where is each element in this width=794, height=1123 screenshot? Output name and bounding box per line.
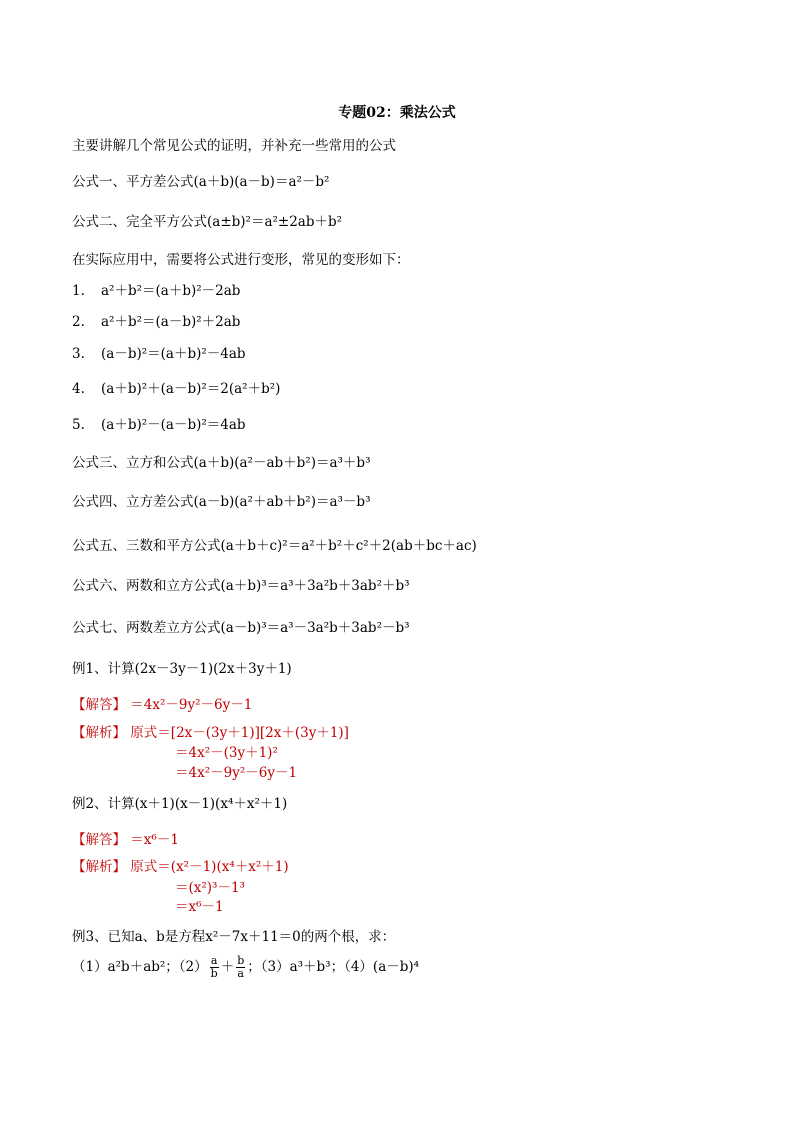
variant-number: 3. — [72, 346, 85, 362]
variant-4 — [72, 377, 280, 397]
example-3-parts — [72, 955, 419, 980]
formula-4: 公式四、立方差公式(a－b)(a²＋ab＋b²)＝a³－b³ — [72, 494, 371, 510]
example-2-question: 例2、计算(x＋1)(x－1)(x⁴＋x²＋1) — [72, 796, 288, 812]
document-title: 专题02：乘法公式 — [338, 105, 456, 121]
variant-expr: (a＋b)²＋(a－b)²＝2(a²＋b²) — [101, 381, 281, 397]
part-1: （1）a²b＋ab²；（2） — [72, 959, 208, 975]
example-1-step: ＝4x²－9y²－6y－1 — [175, 765, 298, 781]
numerator: b — [237, 954, 245, 967]
variant-expr: a²＋b²＝(a－b)²＋2ab — [101, 314, 241, 330]
variant-number: 1. — [72, 283, 85, 299]
variant-expr: (a－b)²＝(a＋b)²－4ab — [101, 346, 246, 362]
example-2-answer — [72, 828, 179, 848]
denominator: a — [237, 967, 244, 980]
denominator: b — [210, 967, 218, 980]
example-1-answer — [72, 693, 252, 713]
example-1-question: 例1、计算(2x－3y－1)(2x＋3y＋1) — [72, 661, 292, 677]
answer-label: 【解答】 — [72, 832, 126, 848]
variant-number: 5. — [72, 417, 85, 433]
intro-text: 主要讲解几个常见公式的证明，并补充一些常用的公式 — [72, 138, 396, 154]
analysis-label: 【解析】 — [72, 859, 126, 875]
variant-number: 4. — [72, 381, 85, 397]
example-2-step: ＝x⁶－1 — [175, 899, 224, 915]
fraction-a-over-b — [210, 955, 219, 980]
variant-expr: (a＋b)²－(a－b)²＝4ab — [101, 417, 246, 433]
analysis-first-step: 原式＝[2x－(3y＋1)][2x＋(3y＋1)] — [130, 725, 349, 741]
formula-7: 公式七、两数差立方公式(a－b)³＝a³－3a²b＋3ab²－b³ — [72, 620, 410, 636]
numerator: a — [210, 954, 218, 967]
formula-3: 公式三、立方和公式(a＋b)(a²－ab＋b²)＝a³＋b³ — [72, 455, 371, 471]
example-1-analysis — [72, 721, 349, 741]
example-3-question: 例3、已知a、b是方程x²－7x＋11＝0的两个根，求： — [72, 929, 396, 945]
variant-1 — [72, 279, 240, 299]
example-1-step: ＝4x²－(3y＋1)² — [175, 745, 278, 761]
formula-6: 公式六、两数和立方公式(a＋b)³＝a³＋3a²b＋3ab²＋b³ — [72, 578, 410, 594]
fraction-b-over-a — [236, 955, 245, 980]
parts-3-4: ；（3）a³＋b³；（4）(a－b)⁴ — [247, 959, 420, 975]
formula-1: 公式一、平方差公式(a＋b)(a－b)＝a²－b² — [72, 174, 330, 190]
formula-2: 公式二、完全平方公式(a±b)²＝a²±2ab＋b² — [72, 214, 343, 230]
plus-sign: ＋ — [220, 959, 235, 975]
analysis-label: 【解析】 — [72, 725, 126, 741]
answer-value: ＝x⁶－1 — [130, 832, 179, 848]
variant-2 — [72, 310, 240, 330]
variant-5 — [72, 413, 246, 433]
variant-number: 2. — [72, 314, 85, 330]
answer-value: ＝4x²－9y²－6y－1 — [130, 697, 253, 713]
analysis-first-step: 原式＝(x²－1)(x⁴＋x²＋1) — [130, 859, 289, 875]
answer-label: 【解答】 — [72, 697, 126, 713]
example-2-step: ＝(x²)³－1³ — [175, 880, 245, 896]
formula-5: 公式五、三数和平方公式(a＋b＋c)²＝a²＋b²＋c²＋2(ab＋bc＋ac) — [72, 538, 477, 554]
variant-expr: a²＋b²＝(a＋b)²－2ab — [101, 283, 241, 299]
variant-3 — [72, 342, 246, 362]
example-2-analysis — [72, 855, 289, 875]
variants-intro: 在实际应用中，需要将公式进行变形，常见的变形如下： — [72, 252, 410, 268]
